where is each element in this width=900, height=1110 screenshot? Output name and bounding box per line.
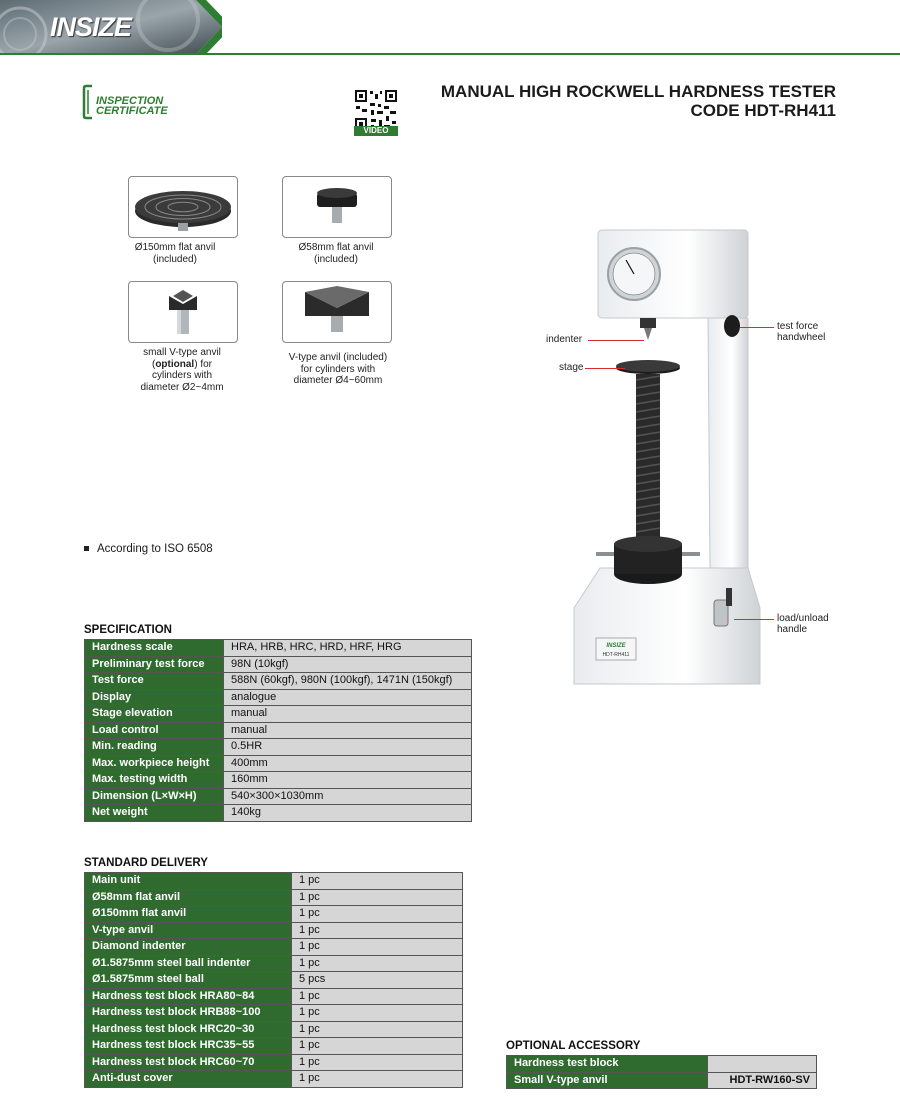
row-key: Main unit — [85, 873, 292, 890]
accessory-caption: V-type anvil (included) for cylinders with diameter Ø4~60mm — [288, 352, 388, 386]
spec-row — [85, 722, 472, 739]
row-key: Small V-type anvil — [507, 1072, 708, 1089]
delivery-row — [85, 906, 463, 923]
flat-anvil-small-image — [283, 177, 391, 237]
small-v-anvil-image — [129, 282, 237, 342]
row-value: 5 pcs — [292, 972, 463, 989]
delivery-row — [85, 1054, 463, 1071]
delivery-row — [85, 1038, 463, 1055]
row-value — [708, 1056, 817, 1073]
row-value: 1 pc — [292, 1071, 463, 1088]
row-key: Hardness test block HRC20~30 — [85, 1021, 292, 1038]
accessory-caption: Ø150mm flat anvil (included) — [134, 242, 216, 265]
row-key: Net weight — [85, 805, 224, 822]
delivery-table — [84, 872, 463, 1088]
accessory-caption-small-v — [112, 347, 252, 393]
row-value: 1 pc — [292, 988, 463, 1005]
row-key: Load control — [85, 722, 224, 739]
row-key: V-type anvil — [85, 922, 292, 939]
spec-table — [84, 639, 472, 822]
delivery-title: STANDARD DELIVERY — [84, 857, 208, 869]
spec-row — [85, 788, 472, 805]
row-key: Preliminary test force — [85, 656, 224, 673]
leader-line — [588, 340, 644, 341]
accessory-58mm-flat-anvil — [282, 176, 392, 238]
accessory-v-anvil — [282, 281, 392, 343]
row-value: 1 pc — [292, 922, 463, 939]
row-value: 400mm — [224, 755, 472, 772]
row-key: Stage elevation — [85, 706, 224, 723]
row-value: 1 pc — [292, 1038, 463, 1055]
spec-row — [85, 739, 472, 756]
hardness-tester-image — [560, 228, 770, 698]
delivery-row — [85, 939, 463, 956]
row-key: Diamond indenter — [85, 939, 292, 956]
title-line2: CODE HDT-RH411 — [690, 101, 836, 120]
delivery-row — [85, 1021, 463, 1038]
delivery-row — [85, 1005, 463, 1022]
row-key: Hardness test block — [507, 1056, 708, 1073]
row-value: manual — [224, 722, 472, 739]
optional-table — [506, 1055, 817, 1089]
row-key: Ø1.5875mm steel ball indenter — [85, 955, 292, 972]
title-line1: MANUAL HIGH ROCKWELL HARDNESS TESTER — [440, 82, 836, 101]
inspection-certificate-label — [96, 96, 168, 116]
row-key: Hardness test block HRB88~100 — [85, 1005, 292, 1022]
spec-row — [85, 673, 472, 690]
row-key: Hardness test block HRC60~70 — [85, 1054, 292, 1071]
spec-row — [85, 805, 472, 822]
row-value: 1 pc — [292, 1005, 463, 1022]
row-key: Test force — [85, 673, 224, 690]
row-value: 540×300×1030mm — [224, 788, 472, 805]
spec-row — [85, 689, 472, 706]
row-key: Anti-dust cover — [85, 1071, 292, 1088]
spec-row — [85, 656, 472, 673]
delivery-row — [85, 1071, 463, 1088]
product-title — [441, 82, 836, 120]
caption-text: ) for cylinders with diameter Ø2~4mm — [140, 358, 224, 393]
label-handwheel: test force handwheel — [777, 321, 826, 343]
row-value: 0.5HR — [224, 739, 472, 756]
row-value: 1 pc — [292, 939, 463, 956]
row-key: Ø58mm flat anvil — [85, 889, 292, 906]
bullet-icon — [84, 546, 89, 551]
leader-line — [740, 327, 774, 328]
optional-title: OPTIONAL ACCESSORY — [506, 1040, 641, 1052]
row-key: Hardness scale — [85, 640, 224, 657]
row-key: Ø1.5875mm steel ball — [85, 972, 292, 989]
label-stage: stage — [559, 362, 584, 373]
row-value: HRA, HRB, HRC, HRD, HRF, HRG — [224, 640, 472, 657]
header-rule — [0, 53, 900, 55]
badge-line2: CERTIFICATE — [96, 105, 168, 117]
row-key: Hardness test block HRC35~55 — [85, 1038, 292, 1055]
leader-line — [734, 619, 774, 620]
optional-row — [507, 1072, 817, 1089]
brand-logo: INSIZE — [50, 12, 132, 42]
page-header — [0, 0, 900, 56]
delivery-row — [85, 972, 463, 989]
row-value: 588N (60kgf), 980N (100kgf), 1471N (150kgf) — [224, 673, 472, 690]
row-key: Dimension (L×W×H) — [85, 788, 224, 805]
row-key: Max. testing width — [85, 772, 224, 789]
spec-row — [85, 640, 472, 657]
row-value: 140kg — [224, 805, 472, 822]
label-indenter: indenter — [546, 334, 583, 345]
row-value: manual — [224, 706, 472, 723]
label-load-handle: load/unload handle — [777, 613, 829, 635]
row-value: 1 pc — [292, 1054, 463, 1071]
v-anvil-image — [283, 282, 391, 342]
caption-optional: optional — [155, 358, 195, 370]
row-value: 1 pc — [292, 906, 463, 923]
badge-line1: INSPECTION — [96, 95, 164, 107]
row-key: Hardness test block HRA80~84 — [85, 988, 292, 1005]
row-key: Min. reading — [85, 739, 224, 756]
caption-text: small V-type anvil ( — [143, 347, 221, 370]
delivery-row — [85, 889, 463, 906]
delivery-row — [85, 955, 463, 972]
qr-video-label: VIDEO — [354, 126, 398, 136]
plate-model: HDT-RH411 — [602, 652, 630, 658]
row-key: Max. workpiece height — [85, 755, 224, 772]
row-value: HDT-RW160-SV — [708, 1072, 817, 1089]
leader-line — [585, 368, 625, 369]
row-value: 160mm — [224, 772, 472, 789]
row-value: 1 pc — [292, 889, 463, 906]
row-key: Ø150mm flat anvil — [85, 906, 292, 923]
row-value: 1 pc — [292, 873, 463, 890]
row-value: analogue — [224, 689, 472, 706]
delivery-row — [85, 922, 463, 939]
flat-anvil-large-image — [129, 177, 237, 237]
row-value: 98N (10kgf) — [224, 656, 472, 673]
spec-row — [85, 755, 472, 772]
delivery-row — [85, 873, 463, 890]
row-value: 1 pc — [292, 1021, 463, 1038]
accessory-150mm-flat-anvil — [128, 176, 238, 238]
delivery-row — [85, 988, 463, 1005]
row-key: Display — [85, 689, 224, 706]
feature-text: According to ISO 6508 — [97, 543, 213, 555]
row-value: 1 pc — [292, 955, 463, 972]
optional-row — [507, 1056, 817, 1073]
plate-brand: INSIZE — [606, 643, 626, 649]
spec-row — [85, 772, 472, 789]
feature-bullet — [84, 543, 213, 555]
spec-row — [85, 706, 472, 723]
accessory-small-v-anvil — [128, 281, 238, 343]
spec-title: SPECIFICATION — [84, 624, 172, 636]
accessory-caption: Ø58mm flat anvil (included) — [298, 242, 374, 265]
